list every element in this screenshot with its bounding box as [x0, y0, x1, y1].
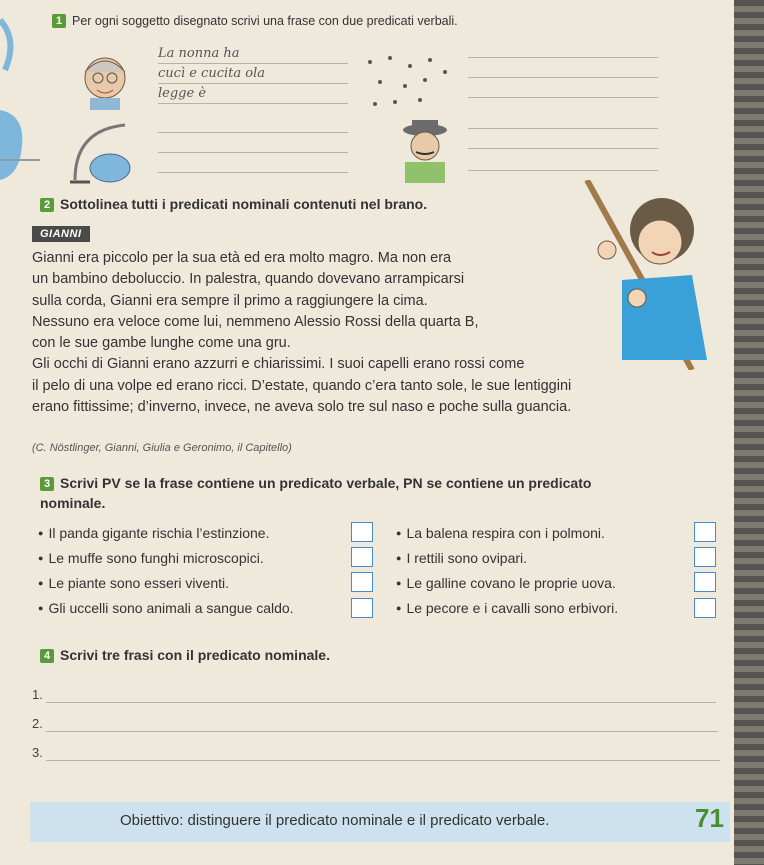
passage-title: GIANNI — [32, 226, 90, 242]
page-number: 71 — [695, 803, 724, 833]
answer-box[interactable] — [351, 522, 373, 542]
answer-box[interactable] — [694, 598, 716, 618]
handwriting-1: La nonna ha — [158, 46, 240, 61]
line-number: 1. — [32, 687, 43, 702]
answer-box[interactable] — [351, 598, 373, 618]
passage-text — [32, 248, 722, 418]
answer-line[interactable] — [158, 132, 348, 133]
sentence-item: ● Gli uccelli sono animali a sangue caldo. — [38, 600, 294, 616]
sentence-item: ● Le muffe sono funghi microscopici. — [38, 550, 264, 566]
passage-credit: (C. Nöstlinger, Gianni, Giulia e Geronimo, il Capitello) — [32, 442, 292, 454]
answer-box[interactable] — [694, 547, 716, 567]
answer-line[interactable] — [468, 77, 658, 78]
answer-line[interactable] — [158, 83, 348, 84]
answer-line[interactable] — [468, 57, 658, 58]
ex1-instruction-text: Per ogni soggetto disegnato scrivi una frase con due predicati verbali. — [72, 14, 458, 28]
ex3-instruction-text: Scrivi PV se la frase contiene un predicato verbale, PN se contiene un predicato — [60, 475, 592, 491]
ex3-instruction — [40, 473, 720, 513]
snow-illustration — [360, 52, 460, 112]
sentence-item: ● Le pecore e i cavalli sono erbivori. — [396, 600, 618, 616]
answer-line[interactable] — [468, 97, 658, 98]
line-number: 3. — [32, 745, 43, 760]
answer-line[interactable] — [46, 731, 718, 732]
answer-box[interactable] — [351, 572, 373, 592]
answer-box[interactable] — [694, 522, 716, 542]
ex2-instruction — [40, 196, 427, 212]
answer-line[interactable] — [158, 172, 348, 173]
passage-line: erano fittissime; d’inverno, invece, ne aveva solo tre sul naso e poche sulla guancia. — [32, 399, 572, 416]
answer-box[interactable] — [694, 572, 716, 592]
farmer-illustration — [390, 118, 460, 183]
line-number: 2. — [32, 716, 43, 731]
passage-line: un bambino deboluccio. In palestra, quando dovevano arrampicarsi — [32, 271, 465, 288]
passage-line: Nessuno era veloce come lui, nemmeno Alessio Rossi della quarta B, — [32, 313, 479, 330]
passage-line: Gli occhi di Gianni erano azzurri e chiarissimi. I suoi capelli erano rossi come — [32, 356, 525, 373]
answer-line[interactable] — [468, 148, 658, 149]
ex2-instruction-text: Sottolinea tutti i predicati nominali contenuti nel brano. — [60, 196, 428, 212]
answer-box[interactable] — [351, 547, 373, 567]
handwriting-3: legge è — [158, 86, 207, 101]
answer-line[interactable] — [468, 170, 658, 171]
sentence-item: ● Le galline covano le proprie uova. — [396, 575, 616, 591]
objective-banner — [30, 802, 730, 842]
answer-line[interactable] — [46, 760, 720, 761]
ex1-number: 1 — [52, 14, 66, 28]
vacuum-illustration — [65, 120, 145, 185]
binding-edge — [734, 0, 764, 865]
sentence-item: ● Le piante sono esseri viventi. — [38, 575, 229, 591]
ex4-instruction-text: Scrivi tre frasi con il predicato nominale. — [60, 647, 330, 663]
handwriting-2: cucì e cucita ola — [158, 66, 265, 81]
answer-line[interactable] — [46, 702, 716, 703]
ex3-number: 3 — [40, 477, 54, 491]
passage-line: il pelo di una volpe ed erano ricci. D’estate, quando c’era tanto sole, le sue lentiggini — [32, 377, 572, 394]
passage-line: sulla corda, Gianni era sempre il primo a raggiungere la cima. — [32, 292, 428, 309]
ex4-number: 4 — [40, 649, 54, 663]
sentence-item: ● I rettili sono ovipari. — [396, 550, 527, 566]
answer-line[interactable] — [468, 128, 658, 129]
passage-line: con le sue gambe lunghe come una gru. — [32, 335, 291, 352]
ex2-number: 2 — [40, 198, 54, 212]
sentence-item: ● La balena respira con i polmoni. — [396, 525, 605, 541]
sentence-item: ● Il panda gigante rischia l’estinzione. — [38, 525, 269, 541]
grandma-illustration — [75, 50, 145, 110]
answer-line[interactable] — [158, 103, 348, 104]
objective-text: Obiettivo: distinguere il predicato nominale e il predicato verbale. — [120, 812, 550, 829]
passage-line: Gianni era piccolo per la sua età ed era molto magro. Ma non era — [32, 250, 452, 266]
ex3-instruction-text-cont: nominale. — [40, 495, 106, 511]
answer-line[interactable] — [158, 152, 348, 153]
ex4-instruction — [40, 647, 330, 663]
answer-line[interactable] — [158, 63, 348, 64]
decorative-illustration — [0, 0, 60, 190]
ex1-instruction — [52, 14, 458, 28]
